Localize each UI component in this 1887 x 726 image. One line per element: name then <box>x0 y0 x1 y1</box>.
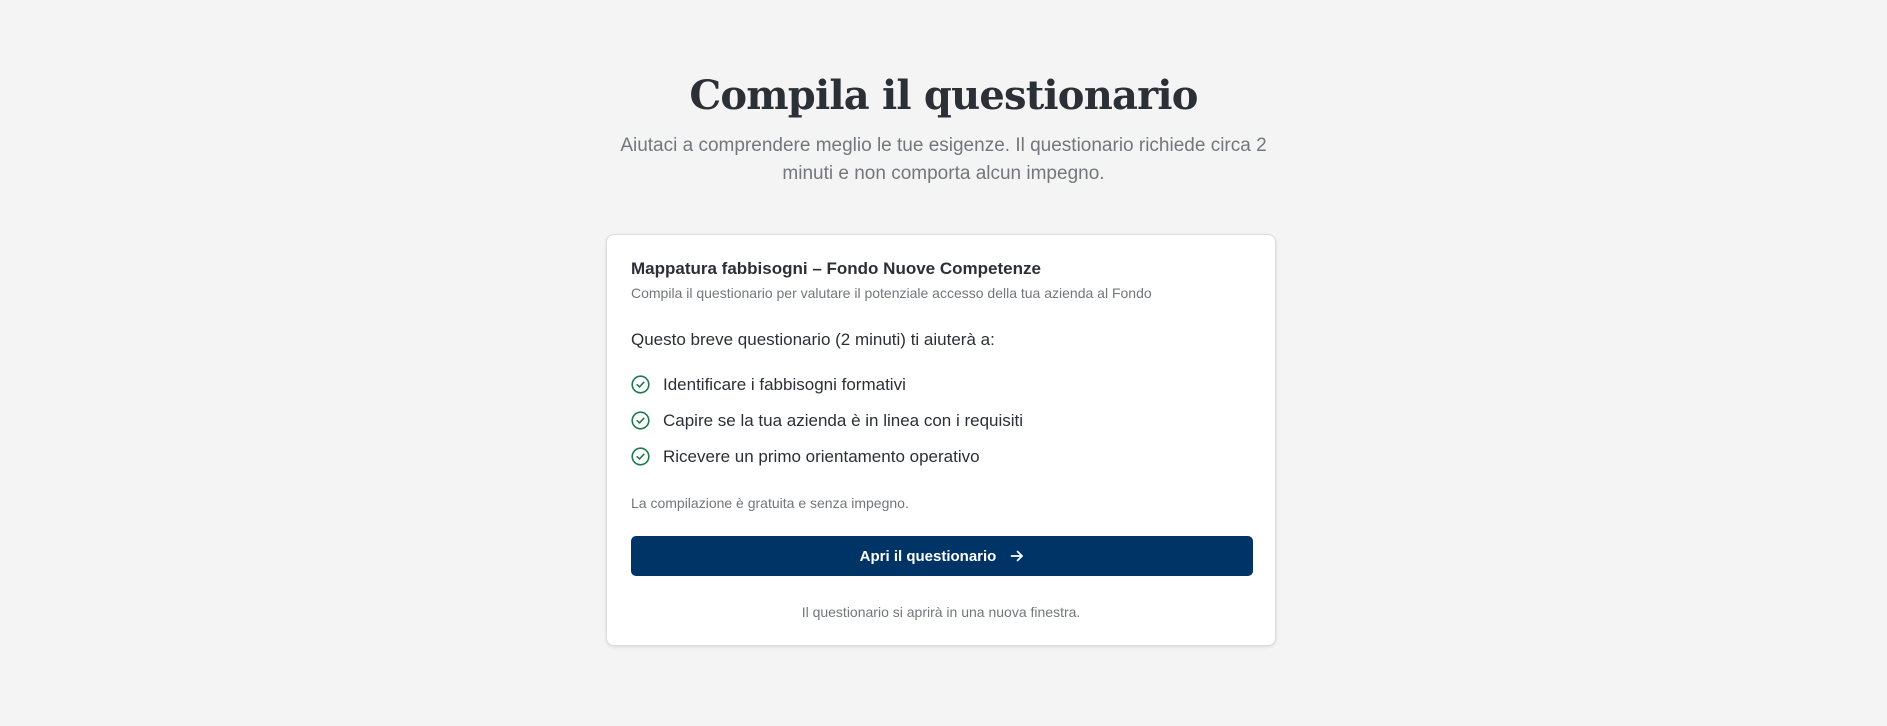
free-note: La compilazione è gratuita e senza impegno. <box>631 495 909 511</box>
benefit-label: Identificare i fabbisogni formativi <box>663 375 906 394</box>
benefits-list <box>631 374 1251 482</box>
page-subtitle: Aiutaci a comprendere meglio le tue esigenze. Il questionario richiede circa 2 minuti e non comporta alcun impegno. <box>620 135 1267 184</box>
new-window-footnote: Il questionario si aprirà in una nuova finestra. <box>801 604 1081 620</box>
card-intro: Questo breve questionario (2 minuti) ti aiuterà a: <box>631 330 995 349</box>
check-circle-icon <box>631 447 650 466</box>
open-questionnaire-button[interactable] <box>631 536 1253 576</box>
arrow-right-icon <box>1010 549 1024 563</box>
benefit-item <box>631 446 1251 482</box>
card-subtitle: Compila il questionario per valutare il potenziale accesso della tua azienda al Fondo <box>631 285 1152 301</box>
open-questionnaire-label: Apri il questionario <box>859 547 997 565</box>
check-circle-icon <box>631 411 650 430</box>
benefit-item <box>631 410 1251 446</box>
card-title: Mappatura fabbisogni – Fondo Nuove Competenze <box>631 259 1041 278</box>
benefit-label: Ricevere un primo orientamento operativo <box>663 447 980 466</box>
page-title: Compila il questionario <box>689 72 1198 119</box>
benefit-label: Capire se la tua azienda è in linea con i requisiti <box>663 411 1024 430</box>
hero-section <box>0 70 1887 188</box>
check-circle-icon <box>631 375 650 394</box>
questionnaire-card <box>606 234 1276 646</box>
benefit-item <box>631 374 1251 410</box>
